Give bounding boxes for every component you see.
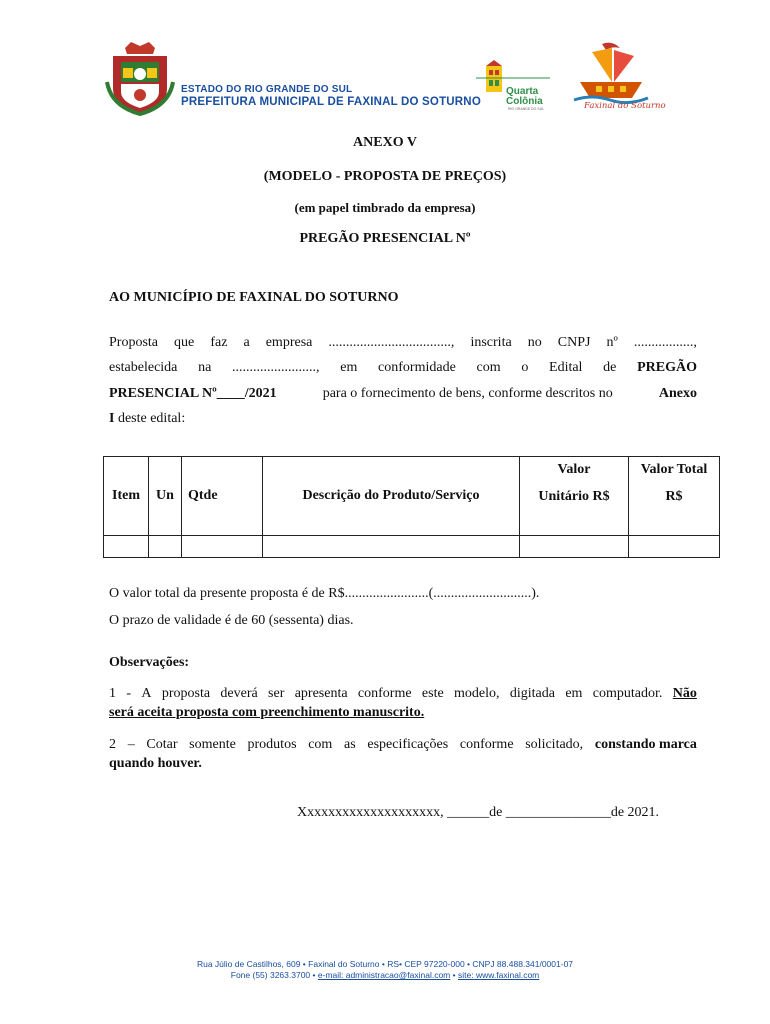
valor-total-line-2: R$: [665, 488, 683, 504]
proposal-table: [103, 456, 720, 558]
word: faz: [210, 335, 228, 350]
word: em: [565, 686, 583, 701]
word: este: [421, 686, 444, 701]
valor-total-line-1: Valor Total: [640, 461, 708, 477]
footer-site-link[interactable]: site: www.faxinal.com: [458, 970, 540, 980]
annex-number: I: [109, 411, 115, 426]
annex-title: ANEXO V: [353, 135, 417, 150]
word: inscrita: [470, 335, 512, 350]
word: na: [198, 360, 212, 375]
word: com: [476, 360, 501, 375]
letterhead-note: (em papel timbrado da empresa): [294, 200, 476, 215]
obs2-line-2: quando houver.: [109, 756, 202, 771]
pregao-number: PRESENCIAL Nº____/2021: [109, 386, 277, 401]
prefecture-name: PREFEITURA MUNICIPAL DE FAXINAL DO SOTURNO: [181, 96, 481, 108]
addressee: AO MUNICÍPIO DE FAXINAL DO SOTURNO: [109, 290, 399, 305]
word: solicitado,: [525, 737, 584, 752]
word: ser: [268, 686, 285, 701]
footer-separator: •: [452, 970, 456, 980]
word: conformidade: [378, 360, 456, 375]
word-bold: Não: [672, 686, 697, 701]
intro-line-3: [109, 385, 697, 402]
intro-end: deste edital:: [114, 411, 186, 426]
obs2-line-1: [109, 737, 697, 753]
word: A: [141, 686, 152, 701]
faxinal-soturno-logo-text: Faxinal do Soturno: [584, 101, 666, 111]
word: conforme: [459, 737, 514, 752]
intro-line-1: [109, 335, 697, 351]
word: especificações: [367, 737, 449, 752]
faxinal-soturno-logo: [572, 42, 650, 106]
word: CNPJ: [557, 335, 591, 350]
word: 2: [109, 737, 116, 752]
footer-address: Rua Júlio de Castilhos, 609 • Faxinal do Soturno • RS• CEP 97220-000 • CNPJ 88.488.341/0001-07: [196, 959, 574, 969]
word: produtos: [247, 737, 297, 752]
word: –: [127, 737, 135, 752]
observations-title: Observações:: [109, 655, 190, 670]
word: com: [308, 737, 333, 752]
col-qtde: Qtde: [182, 457, 263, 536]
word: no: [527, 335, 542, 350]
footer-phone: Fone (55) 3263.3700 •: [230, 970, 316, 980]
col-un: Un: [149, 457, 182, 536]
coat-of-arms-logo: [105, 42, 175, 116]
cell[interactable]: [520, 536, 629, 558]
valor-unitario-line-2: Unitário R$: [538, 488, 610, 504]
word: de: [603, 360, 617, 375]
obs1-line-2: será aceita proposta com preenchimento manuscrito.: [109, 705, 425, 720]
col-descricao: Descrição do Produto/Serviço: [263, 457, 520, 536]
col-valor-total: [629, 457, 720, 536]
word: Cotar: [146, 737, 178, 752]
word: as: [344, 737, 356, 752]
cell[interactable]: [629, 536, 720, 558]
table-header-row: [104, 457, 720, 536]
intro-line-2: [109, 360, 697, 376]
footer-contacts: [0, 970, 770, 980]
obs1-line-1: [109, 686, 697, 702]
annex-ref: Anexo: [658, 386, 697, 401]
word-bold: PREGÃO: [637, 360, 697, 375]
letterhead-header: [0, 0, 770, 120]
word: o: [521, 360, 529, 375]
word: Edital: [549, 360, 583, 375]
word: empresa: [265, 335, 313, 350]
intro-line-4: [109, 410, 185, 427]
col-item: Item: [104, 457, 149, 536]
word: em: [340, 360, 358, 375]
table-row: [104, 536, 720, 558]
word: que: [174, 335, 195, 350]
cell[interactable]: [149, 536, 182, 558]
word: 1: [109, 686, 116, 701]
word-bold: constando marca: [594, 737, 697, 752]
model-title: (MODELO - PROPOSTA DE PREÇOS): [263, 169, 507, 184]
word: -: [126, 686, 132, 701]
cell[interactable]: [104, 536, 149, 558]
word: a: [243, 335, 250, 350]
footer-email-link[interactable]: e-mail: administracao@faxinal.com: [317, 970, 451, 980]
pregao-title: PREGÃO PRESENCIAL Nº: [299, 231, 471, 246]
cell[interactable]: [263, 536, 520, 558]
total-value-line: O valor total da presente proposta é de R$........................(............................).: [109, 586, 540, 601]
word: somente: [189, 737, 236, 752]
valor-unitario-line-1: Valor: [557, 461, 591, 477]
state-name: ESTADO DO RIO GRANDE DO SUL: [181, 84, 353, 95]
word: digitada: [509, 686, 555, 701]
quarta-colonia-subtext: RIO GRANDE DO SUL: [508, 107, 545, 111]
cell[interactable]: [182, 536, 263, 558]
signature-date-line: Xxxxxxxxxxxxxxxxxxxx, ______de _______________de 2021.: [297, 805, 660, 820]
quarta-colonia-text-1: Quarta: [506, 86, 539, 97]
col-valor-unitario: [520, 457, 629, 536]
word: proposta: [161, 686, 211, 701]
word: deverá: [220, 686, 258, 701]
intro-text: para o fornecimento de bens, conforme descritos no: [322, 386, 613, 401]
word: ...................................,: [328, 335, 455, 350]
word: ........................,: [232, 360, 320, 375]
word: conforme: [357, 686, 412, 701]
word: Proposta: [109, 335, 158, 350]
word: apresenta: [294, 686, 348, 701]
quarta-colonia-text-2: Colônia: [506, 96, 543, 107]
word: .................,: [633, 335, 697, 350]
word: estabelecida: [109, 360, 178, 375]
validity-line: O prazo de validade é de 60 (sessenta) dias.: [109, 613, 354, 628]
word: computador.: [592, 686, 663, 701]
word: modelo,: [454, 686, 500, 701]
word: nº: [606, 335, 618, 350]
